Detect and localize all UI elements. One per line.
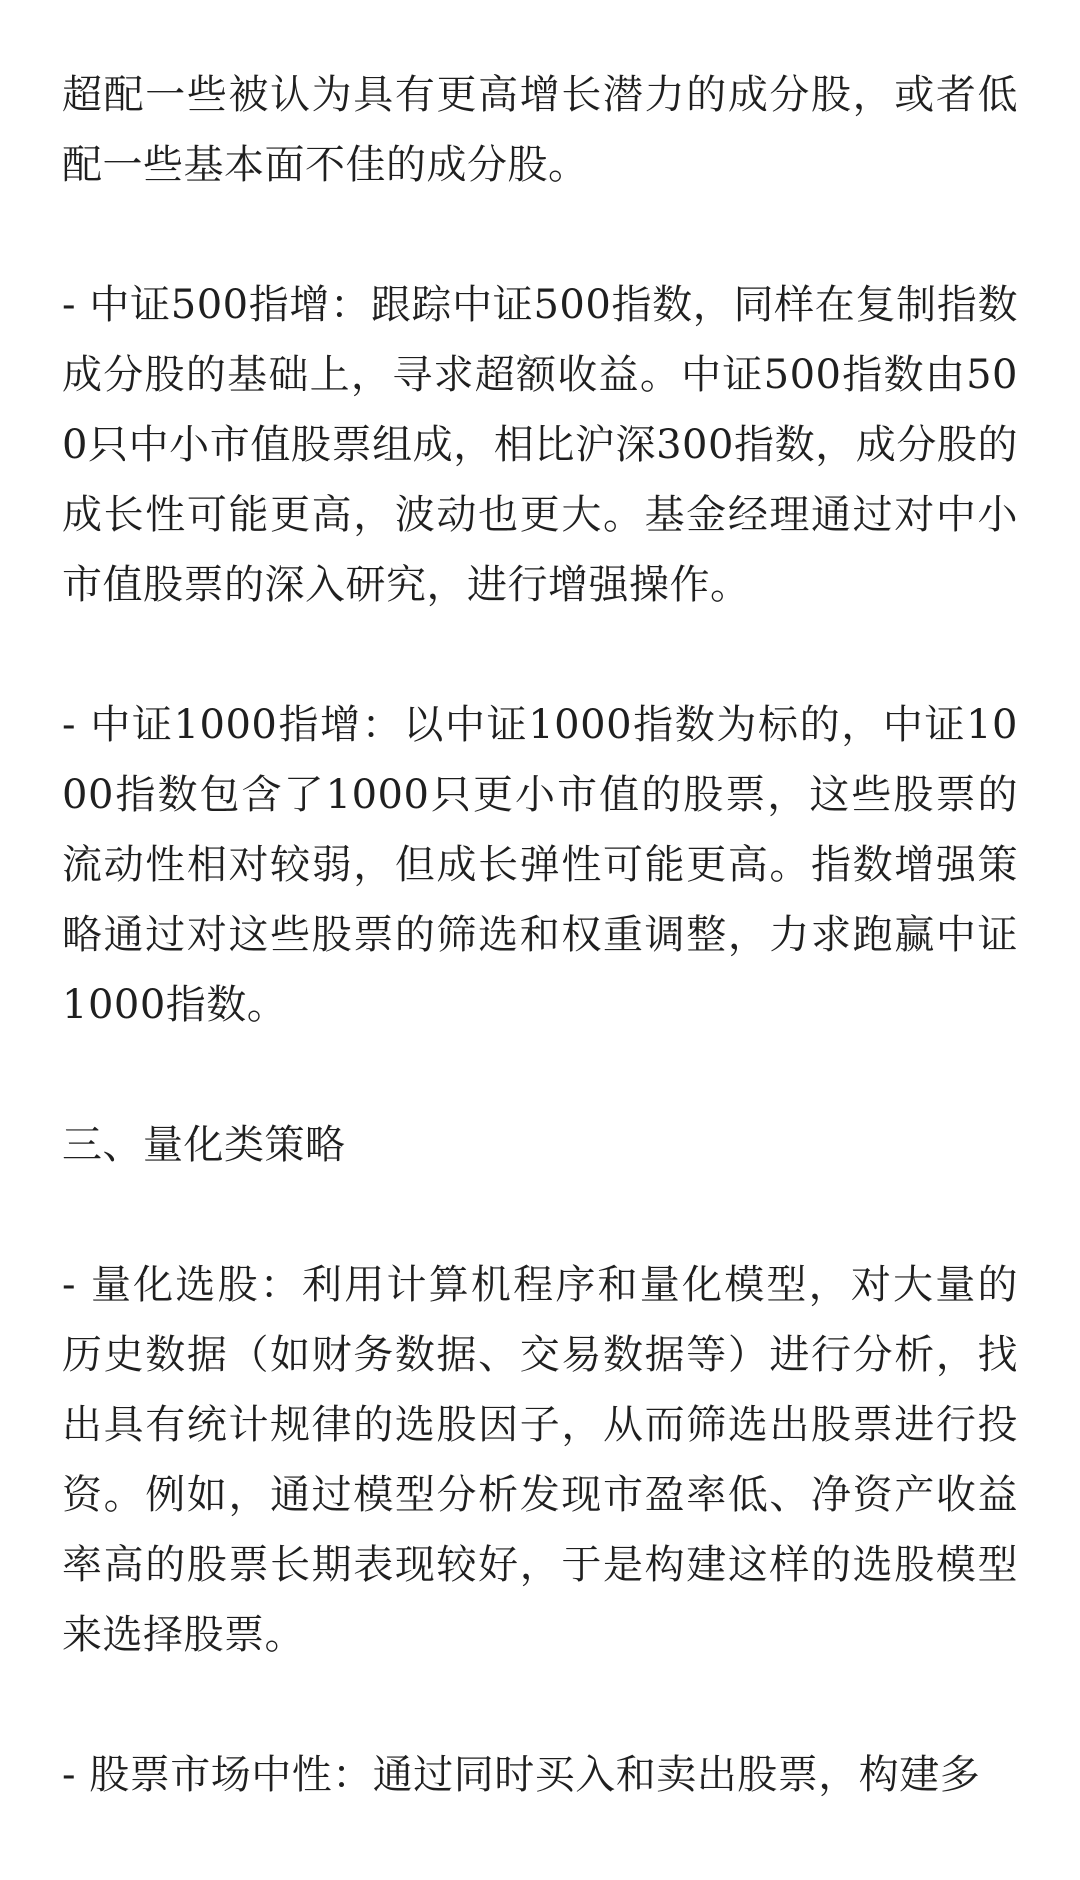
article-body <box>62 60 1018 1880</box>
paragraph-quant-stock-selection: - 量化选股：利用计算机程序和量化模型，对大量的历史数据（如财务数据、交易数据等）进行分析，找出具有统计规律的选股因子，从而筛选出股票进行投资。例如，通过模型分析发现市盈率低、净资产收益率高的股票长期表现较好，于是构建这样的选股模型来选择股票。 <box>62 1262 1018 1658</box>
paragraph-market-neutral: - 股票市场中性：通过同时买入和卖出股票，构建多 <box>62 1752 981 1798</box>
paragraph-csi1000-enhanced: - 中证1000指增：以中证1000指数为标的，中证1000指数包含了1000只更小市值的股票，这些股票的流动性相对较弱，但成长弹性可能更高。指数增强策略通过对这些股票的筛选和权重调整，力求跑赢中证1000指数。 <box>62 702 1018 1028</box>
paragraph-overweight-continuation: 超配一些被认为具有更高增长潜力的成分股，或者低配一些基本面不佳的成分股。 <box>62 72 1018 188</box>
section-heading-quant: 三、量化类策略 <box>62 1122 346 1168</box>
paragraph-csi500-enhanced: - 中证500指增：跟踪中证500指数，同样在复制指数成分股的基础上，寻求超额收益。中证500指数由500只中小市值股票组成，相比沪深300指数，成分股的成长性可能更高，波动也更大。基金经理通过对中小市值股票的深入研究，进行增强操作。 <box>62 282 1018 608</box>
